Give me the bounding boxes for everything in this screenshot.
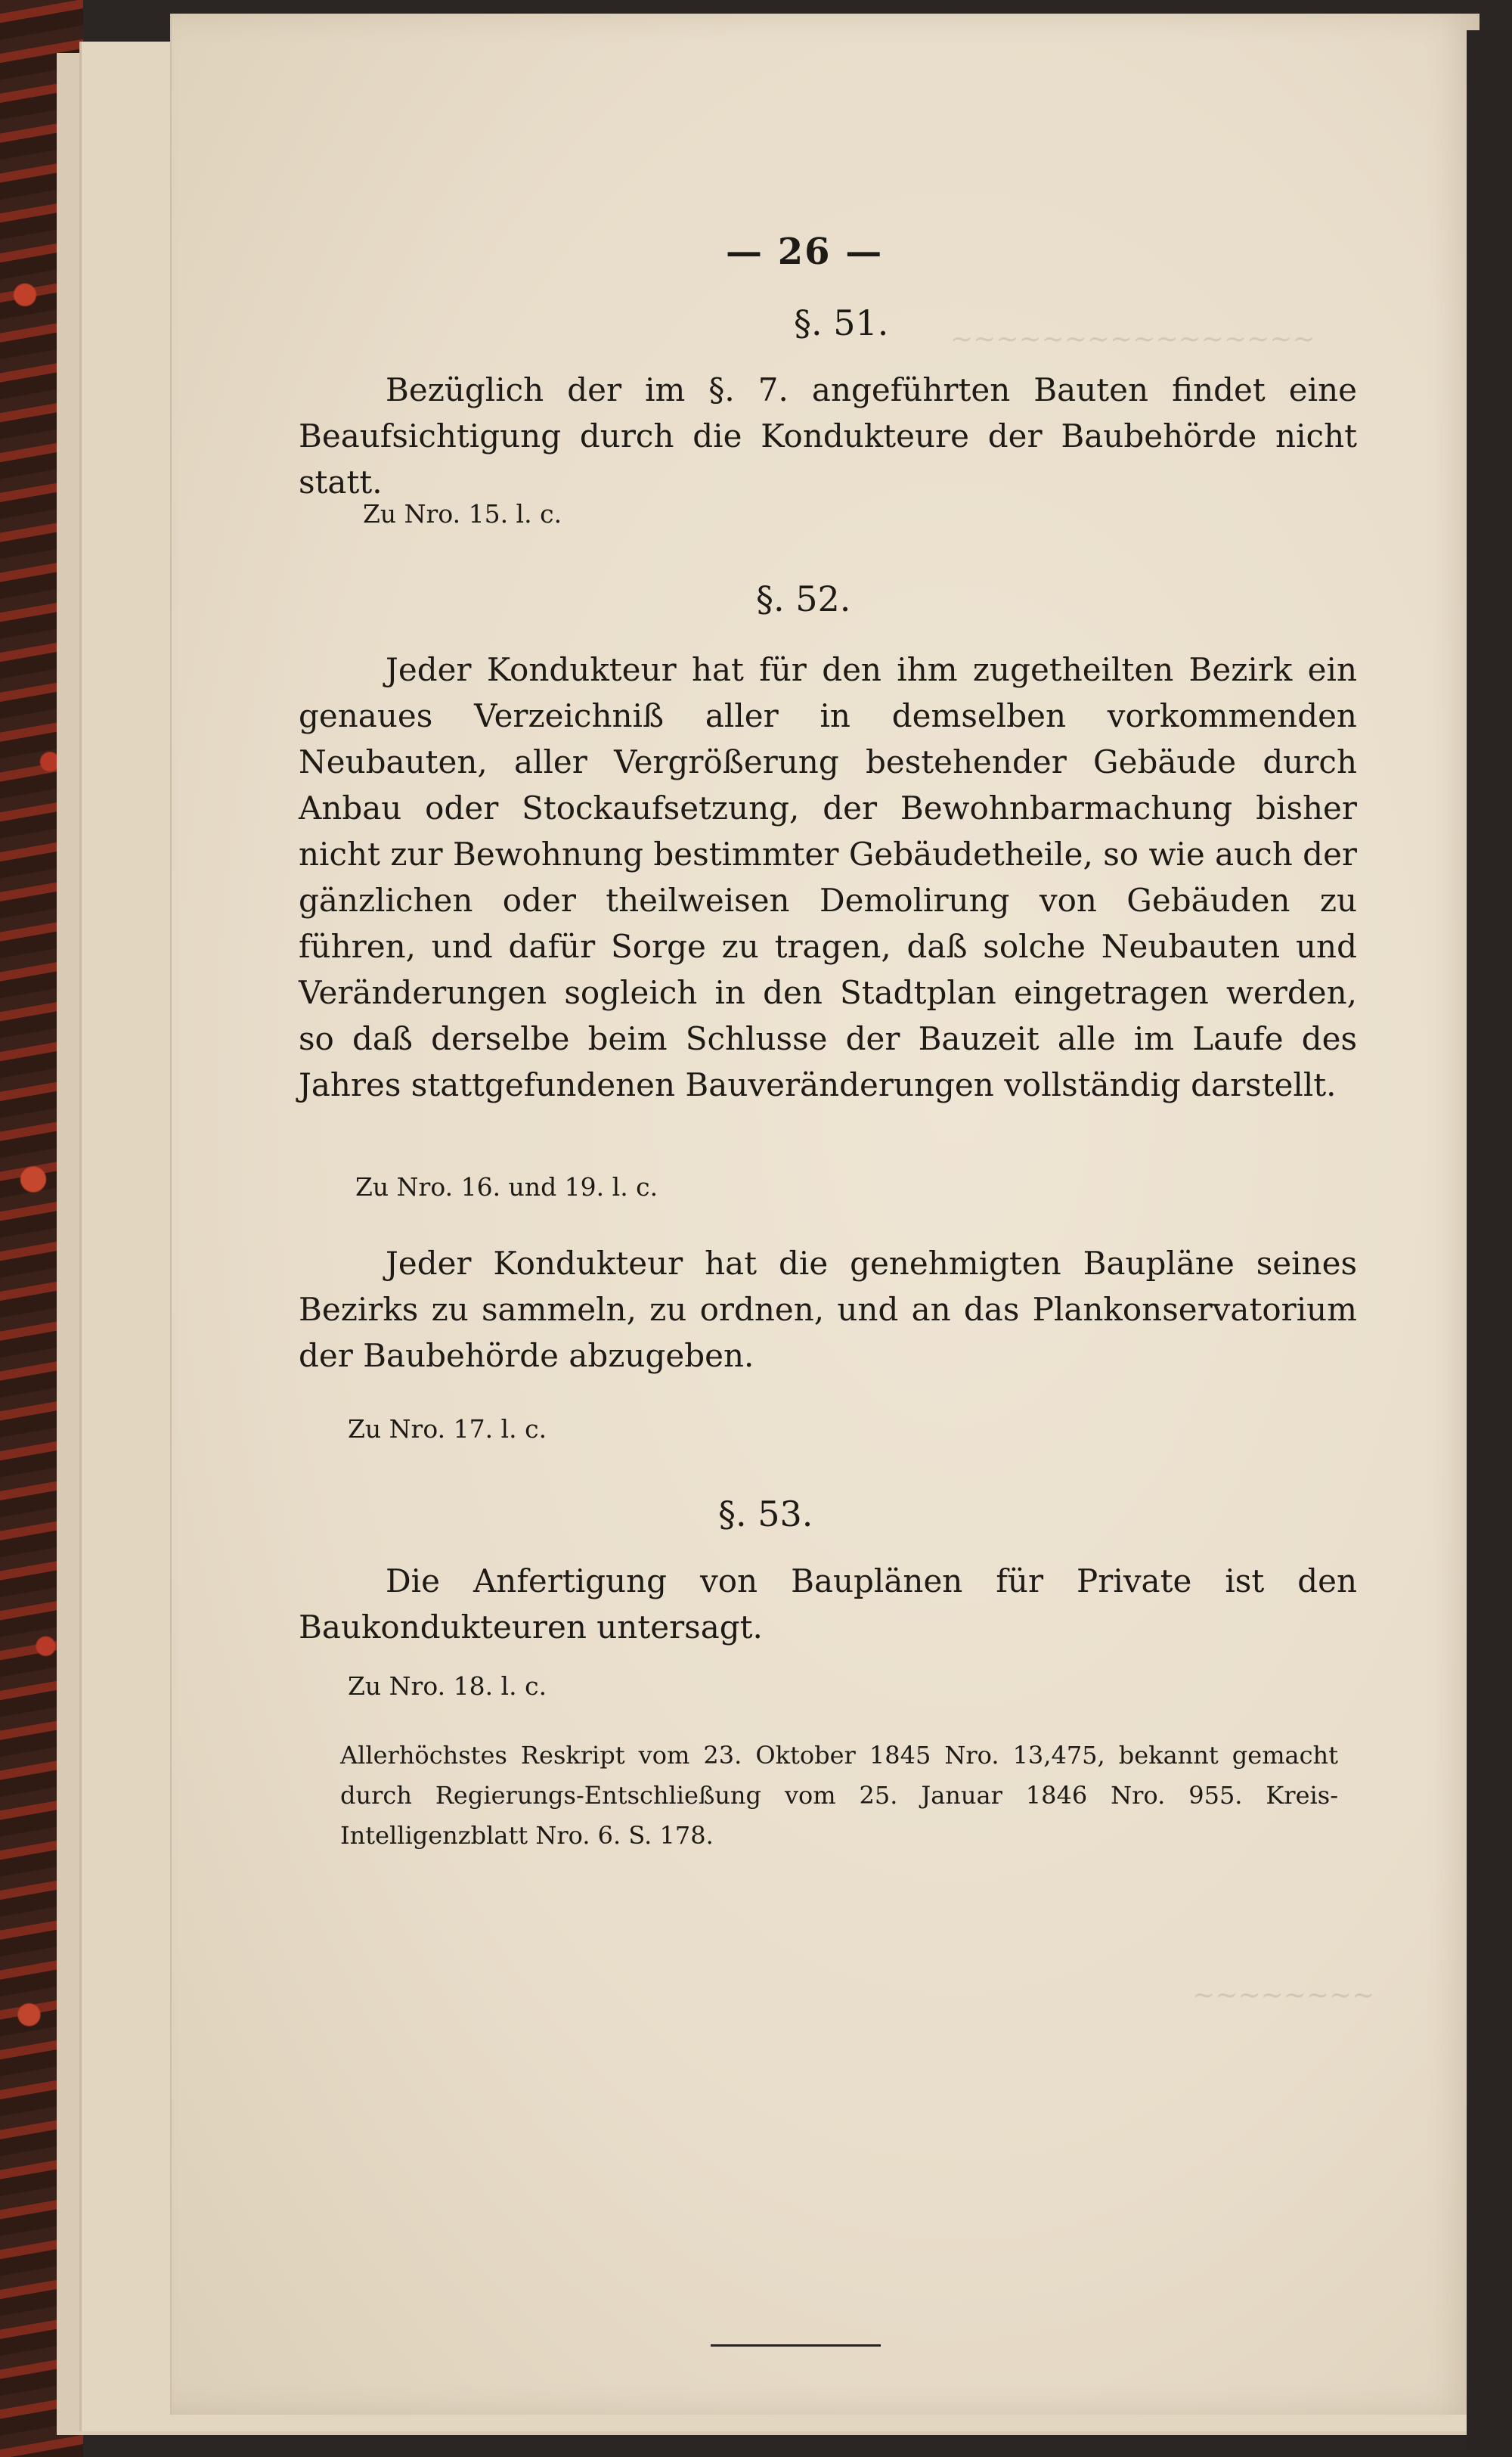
page-number: — 26 — — [726, 231, 884, 273]
reference: Zu Nro. 17. l. c. — [348, 1414, 547, 1444]
paragraph: Jeder Kondukteur hat die genehmigten Baupläne seines Bezirks zu sammeln, zu ordnen, und an das Plankonservatorium der Baubehörde abzugeben. — [299, 1245, 1357, 1374]
reference: Zu Nro. 16. und 19. l. c. — [355, 1172, 658, 1202]
reference: Zu Nro. 15. l. c. — [363, 499, 562, 529]
section-heading: §. 51. — [794, 302, 889, 343]
section-heading: §. 52. — [756, 579, 851, 619]
right-shadow — [1467, 30, 1512, 2450]
reference: Zu Nro. 18. l. c. — [348, 1671, 547, 1701]
paragraph: Jeder Kondukteur hat für den ihm zugetheilten Bezirk ein genaues Verzeichniß aller in demselben vorkommenden Neubauten, aller Vergrößerung bestehender Gebäude durch Anbau oder Stockaufsetzung, der Bewohnbarmachung bisher nicht zur Bewohnung bestimmter Gebäudetheile, so wie auch der gänzlichen oder theilweisen Demolirung von Gebäuden zu führen, und dafür Sorge zu tragen, daß solche Neubauten und Veränderungen sogleich in den Stadtplan eingetragen werden, so daß derselbe beim Schlusse der Bauzeit alle im Laufe des Jahres stattgefundenen Bauveränderungen vollständig darstellt. — [299, 651, 1357, 1103]
footnote: Allerhöchstes Reskript vom 23. Oktober 1845 Nro. 13,475, bekannt gemacht durch Regierungs-Entschließung vom 25. Januar 1846 Nro. 955. Kreis-Intelligenzblatt Nro. 6. S. 178. — [340, 1741, 1338, 1850]
paragraph: Die Anfertigung von Bauplänen für Private ist den Baukondukteuren untersagt. — [299, 1562, 1357, 1646]
section-heading: §. 53. — [718, 1494, 813, 1534]
divider-rule — [711, 2344, 881, 2347]
show-through: ~~~~~~~~~~~~~~~~ — [950, 324, 1315, 355]
paragraph: Bezüglich der im §. 7. angeführten Bauten findet eine Beaufsichtigung durch die Kondukteure der Baubehörde nicht statt. — [299, 371, 1357, 501]
show-through: ~~~~~~~~ — [1192, 1980, 1375, 2011]
